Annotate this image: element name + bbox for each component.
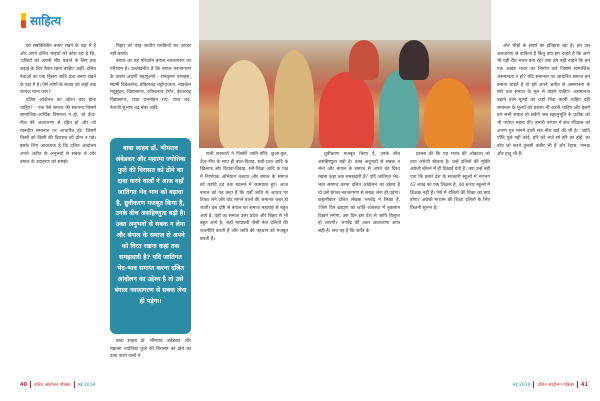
article-column-2-continued (110, 338, 191, 368)
article-column-5 (410, 151, 490, 367)
pull-quote: बाबा साहब डॉ. भीमराव अंबेडकर और महात्मा ज्योतिबा फुले की विरासत को ढोने का दावा करने वालों ने आज वहाँ जातिगत भेद भाव को बढ़ावा है, ध्रुवीकरण मजबूत किया है, उनके बीच असहिष्णुता बढ़ी है। उक्त अनुभवों से सबक न लेना और बंगाल के समाज से अपने को विरत रखना कहां तक समझदारी है? यदि जातिगत भेद-भाव समाप्त करना दलित आंदोलन का उद्देश्य है तो उसे बंगाल नवजागरण से सबक लेना ही पड़ेगा। (110, 138, 191, 334)
section-title: साहित्य (30, 14, 62, 28)
paragraph: बावा साहब डॉ. भीमराव अंबेडकर और महात्मा ज्योतिबा फुले की विरासत को ढोने का दावा करने वालों ने (110, 339, 191, 360)
paragraph: ध्रुवीकरण मजबूत किया है, उनके बीच असहिष्णुता बढ़ी है। उक्त अनुभवों से सबक न लेना और बंगाल के समाज से अपने को विरत रखना कहां तक समझदारी है? यदि जातिगत भेद-भाव समाप्त करना दलित आंदोलन का उद्देश्य है तो उसे बंगाल नवजागरण से सबक लेना ही पड़ेगा। कहानीकार दलित लेखक भगवेंद्र ने लिखा है, 'जिस दिन ब्राह्मण को जाति व्यवस्था में नुकसान दिखने लगेगा, उस दिन इस देश से जाति विलुप्त हो जाएगी।' भगवेंद्र की उक्त अवधारणा आज सही है। सच यह है कि जाति के (318, 152, 400, 235)
paragraph: और भीड़ों के संघर्ष का इतिहास रहा है। हम उस अवधारणा से वाकिफ हैं किंतु क्या हम चाहते हैं कि आगे भी यही रीत भारत बना रहे? क्या हम नहीं चाहते कि हम एक अखंड भारत का निर्माण करें जिसमें सामाजिक असमानता न हो? यदि समानता पर आधारित समाज हम बनाना चाहते हैं तो हमें अपने अतीत से असमानता के सारे तत्व समाज के मूल से तोड़ने चाहिए। असमानता बढ़ाने वाले मूल्यों को जहाँ निंदा करनी चाहिए वहीं समानता के मूल्यों को प्रशंसा भी करनी चाहिए और इसमें हम सभी सफल हो सकेंगे जब सहानुभूति के प्रतीक को भी पर्याप्त महत्व देंगे। हमारी परंपरा में संत रविदास को अपना गुरु मानने वाली संत मीरा बाई की भी है। 'जाति पाँति पूछे नहीं कोई, हरि को भजे सो हरि का होई' का बोध जो करते तुलसी कबीर भी हैं और रैदास, नानक और दादू भी हैं। (497, 44, 590, 157)
protest-march-photo (199, 0, 491, 148)
issue-date: मई 2019 (512, 382, 531, 388)
footer-left (20, 381, 95, 388)
article-column-6 (497, 43, 590, 367)
paragraph: सभी सरकारों ने जिसोर्रे जाति-पाँति, छुआ-छूत, ऊँच-नीच के साथ ही बाल-विवाह, सती-प्रथा आदि के खिलाफ और विधवा-विवाह, स्त्री-शिक्षा आदि के पक्ष में निर्णायक अभियान चलाया और बंगाल के समाज को काफी हद तक बदलने में कामयाब हुए। आज बंगाल को यह कहा है कि यहाँ जाति के आधार पर टिकट लेने और वोट मांगने वालों की जमानत जब्त हो जाती। इस दृष्टि से बंगाल का समाज महाराष्ट्र से बहुत आगे है, यहाँ का समाज उत्तर प्रदेश और बिहार से भी बहुत आगे है, जहाँ मायावती जैसी नेता दलितों की राजनीति करती हैं और जाति की पहचान को मजबूत करती हैं। (200, 152, 288, 242)
article-column-1 (20, 43, 96, 367)
magazine-name: दलित आंदोलन पत्रिका (537, 382, 575, 388)
paragraph: प्रशंसा की कि यह भारत की ओकाला को तथा अंग्रेजी बोलता है। उन्हें दलितों की मुक्ति अंग्रेजी बोलने में ही दिखाई देती है। क्या उन्हें नहीं पता कि हमारे देश के सरकारी स्कूलों में लगभग 42 लाख का एक शिक्षक है, 40 हजार स्कूलों में शिक्षक नहीं हैं। ऐसे में दलितों की शिक्षा का क्या होगा? अंग्रेजी माध्यम की शिक्षा दलितों के लिए कितनी सुलभ है। (410, 152, 490, 211)
paragraph: विहार को तरह जातीय धमकियाँ का आधार नहीं बनाये। (110, 44, 191, 57)
footer-right (513, 381, 588, 388)
article-column-4 (318, 151, 400, 367)
article-column-2 (110, 43, 191, 135)
section-header (21, 12, 61, 29)
paragraph: बंगाल का यह परिवर्तन बंगाल नवजागरण का परिणाम है। उल्लेखनीय है कि बंगाल नवजागरण के तमाम अग्रणी महापुरुषों - रामकृष्ण परमहंस, स्वामी विवेकानंद, बंकिमचंद्र चट्टोपाध्याय, माइकेल मधुसूदन, विद्यासागर, रवीन्द्रनाथ टैगोर, ईश्वरचंद्र विद्यासागर, राजा राममोहन राय, शरत चंद्र, नेताजी सुभाष चंद्र बोस आदि (110, 59, 191, 111)
section-marker-icon (21, 13, 26, 28)
paragraph: दलित आंदोलन का उद्देश्य क्या होना चाहिए? - एक ऐसे समाज की स्थापना जिसमें सामाजिक-आर्थिक विषमता न हो, जो ऊँच-नीच की अवधारणा से रहित हो और जो मानवीय समानता पर आधारित हो। जिसमें किसी को किसी की विरासत को ढोना न पड़े। इसके लिए आवश्यक है कि दलित आंदोलन अपने अतीत के अनुभवों से सबक ले और बंगाल के उदाहरण को समझे। (20, 97, 96, 165)
page-number: 40 (20, 381, 27, 388)
magazine-name: दलित आंदोलन पत्रिका (33, 382, 71, 388)
issue-date: मई 2019 (77, 382, 96, 388)
paragraph: को सबक्तिशीन बनाए रखने के पक्ष में है और अपने दलित भाइयों को कोस रहा है कि, 'दलितों को अपनी सीट बचाने के लिए हक लड़ाई के लिए तैयार रहना चाहिए' कहीं, दलित नेताओं का एक हिस्सा जाति प्रथा बनाए रखने के पक्ष में है। ऐसे लोगों के संवाद को कहाँ तक जायज़ माना जाए? (20, 44, 96, 96)
article-column-3 (200, 151, 288, 367)
page-number: 41 (581, 381, 588, 388)
